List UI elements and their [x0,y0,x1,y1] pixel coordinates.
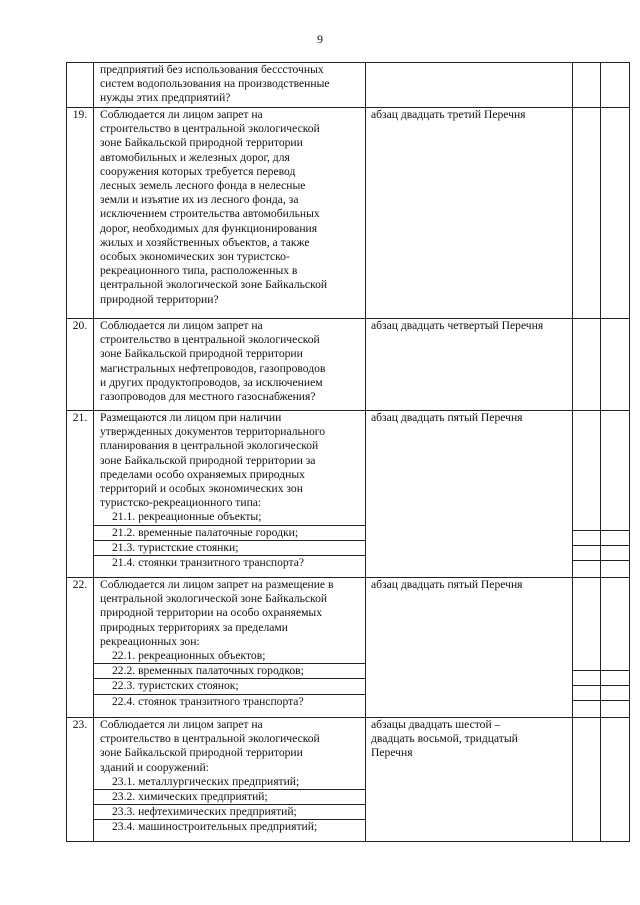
note-cell [601,63,629,107]
reference-cell: абзац двадцать пятый Перечня [366,578,573,717]
note-cell [601,718,629,841]
question-text: Соблюдается ли лицом запрет на размещение в центральной экологической зоне Байкальской природной территории на особо охраняемых природных территориях за пределами рекреационных зон: [100,578,334,648]
answer-cell [573,108,601,318]
answer-cell [573,718,601,841]
table-row [66,578,630,718]
question-cell [94,411,366,577]
question-cell [94,578,366,717]
note-cell [601,108,629,318]
note-cell [601,578,629,717]
note-cell [601,411,629,577]
table-row [66,411,630,578]
sub-item: 23.3. нефтехимических предприятий; [94,804,365,819]
row-number: 20. [67,319,94,410]
question-text: Соблюдается ли лицом запрет на строительство в центральной экологической зоне Байкальской природной территории зданий и сооружений: [100,718,320,774]
answer-cell [573,319,601,410]
question-cell [94,108,366,318]
sub-item: 23.4. машиностроительных предприятий; [94,819,365,834]
question-cell [94,63,366,107]
sub-item: 22.1. рекреационных объектов; [112,649,266,663]
sub-item: 21.2. временные палаточные городки; [94,525,365,540]
question-cell [94,319,366,410]
question-text: Соблюдается ли лицом запрет на строительство в центральной экологической зоне Байкальской природной территории магистральных нефтепроводов, газопроводов и других продуктопроводов, за исключением газопроводов для местного газоснабжения? [100,319,326,404]
row-number: 23. [67,718,94,841]
table-row [66,62,630,108]
sub-item: 22.2. временных палаточных городков; [94,663,365,678]
sub-item: 23.2. химических предприятий; [94,789,365,804]
question-text: Размещаются ли лицом при наличии утвержденных документов территориального планирования в центральной экологической зоне Байкальской природной территории за пределами особо охраняемых природных территорий и особых экономических зон туристско-рекреационного типа: [100,411,326,510]
sub-item: 22.4. стоянок транзитного транспорта? [94,694,365,709]
sub-item: 23.1. металлургических предприятий; [112,774,300,788]
answer-cell [573,411,601,577]
reference-cell: абзац двадцать пятый Перечня [366,411,573,577]
row-number [67,63,94,107]
checklist-table [66,62,630,842]
answer-cell [573,63,601,107]
row-number: 21. [67,411,94,577]
answer-cell [573,578,601,717]
table-row [66,718,630,842]
question-text: предприятий без использования бесссточных систем водопользования на производственные нужды этих предприятий? [100,63,330,105]
reference-cell: абзац двадцать четвертый Перечня [366,319,573,410]
sub-item: 22.3. туристских стоянок; [94,678,365,693]
table-row [66,108,630,319]
row-number: 22. [67,578,94,717]
row-number: 19. [67,108,94,318]
table-row [66,319,630,411]
page-number: 9 [317,32,323,46]
sub-item: 21.1. рекреационные объекты; [112,510,262,524]
sub-item: 21.3. туристские стоянки; [94,540,365,555]
reference-cell: абзацы двадцать шестой – двадцать восьмой, тридцатый Перечня [366,718,573,841]
note-cell [601,319,629,410]
question-cell [94,718,366,841]
sub-item: 21.4. стоянки транзитного транспорта? [94,555,365,570]
reference-cell [366,63,573,107]
question-text: Соблюдается ли лицом запрет на строительство в центральной экологической зоне Байкальской природной территории автомобильных и железных дорог, для сооружения которых требуется перевод лесных земель лесного фонда в нелесные земли и изъятие их из лесного фонда, за исключением строительства автомобильных дорог, необходимых для функционирования жилых и хозяйственных объектов, а также особых экономических зон туристско- рекреационного типа, расположенных в центральной экологической зоне Байкальской природной территории? [100,108,328,306]
reference-cell: абзац двадцать третий Перечня [366,108,573,318]
